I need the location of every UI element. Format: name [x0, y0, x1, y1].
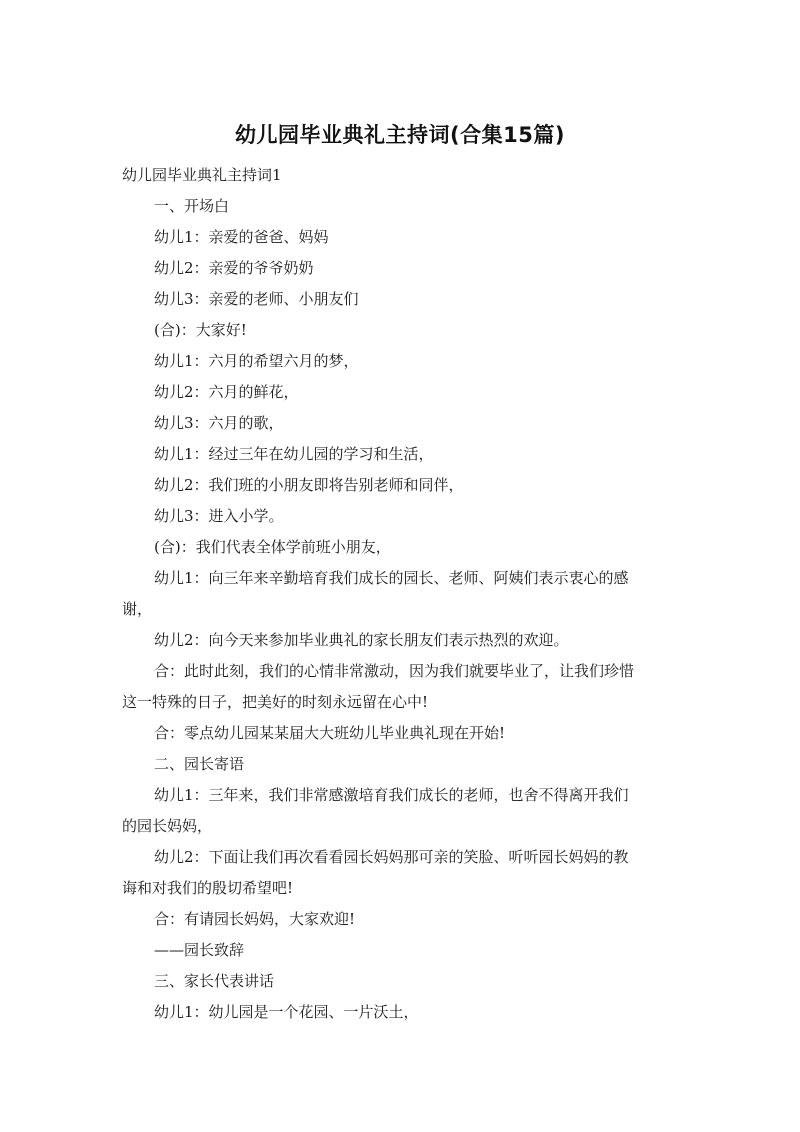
text-line: 幼儿3：进入小学。 — [154, 507, 284, 525]
text-line: 幼儿1：三年来，我们非常感激培育我们成长的老师，也舍不得离开我们 — [154, 786, 629, 804]
text-line: 的园长妈妈， — [122, 817, 213, 835]
text-line: 幼儿1：六月的希望六月的梦， — [154, 352, 359, 370]
document-body — [122, 160, 680, 1028]
text-line: 幼儿2：六月的鲜花， — [154, 383, 299, 401]
text-line: 幼儿2：下面让我们再次看看园长妈妈那可亲的笑脸、听听园长妈妈的教 — [154, 848, 629, 866]
text-line: 二、园长寄语 — [154, 755, 245, 773]
text-line: 三、家长代表讲话 — [154, 972, 275, 990]
text-line: ——园长致辞 — [154, 941, 245, 959]
text-line: 合：此时此刻，我们的心情非常激动，因为我们就要毕业了，让我们珍惜 — [154, 662, 635, 680]
text-line: 幼儿2：向今天来参加毕业典礼的家长朋友们表示热烈的欢迎。 — [154, 631, 569, 649]
text-line: 合：有请园长妈妈，大家欢迎! — [154, 910, 356, 928]
text-line: 幼儿1：向三年来辛勤培育我们成长的园长、老师、阿姨们表示衷心的感 — [154, 569, 629, 587]
text-line: 幼儿1：经过三年在幼儿园的学习和生活， — [154, 445, 434, 463]
text-line: 幼儿3：六月的歌， — [154, 414, 284, 432]
text-line: (合)：大家好! — [154, 321, 247, 339]
text-line: 这一特殊的日子，把美好的时刻永远留在心中! — [122, 693, 429, 711]
document-title: 幼儿园毕业典礼主持词(合集15篇) — [235, 123, 565, 147]
text-line: (合)：我们代表全体学前班小朋友， — [154, 538, 391, 556]
text-line: 谢， — [122, 600, 153, 618]
text-line: 幼儿1：幼儿园是一个花园、一片沃土， — [154, 1003, 419, 1021]
text-line: 幼儿园毕业典礼主持词1 — [122, 166, 282, 184]
text-line: 幼儿2：亲爱的爷爷奶奶 — [154, 259, 314, 277]
text-line: 诲和对我们的殷切希望吧! — [122, 879, 294, 897]
text-line: 幼儿3：亲爱的老师、小朋友们 — [154, 290, 359, 308]
text-line: 幼儿2：我们班的小朋友即将告别老师和同伴， — [154, 476, 464, 494]
text-line: 合：零点幼儿园某某届大大班幼儿毕业典礼现在开始! — [154, 724, 506, 742]
text-line: 幼儿1：亲爱的爸爸、妈妈 — [154, 228, 329, 246]
text-line: 一、开场白 — [154, 197, 230, 215]
